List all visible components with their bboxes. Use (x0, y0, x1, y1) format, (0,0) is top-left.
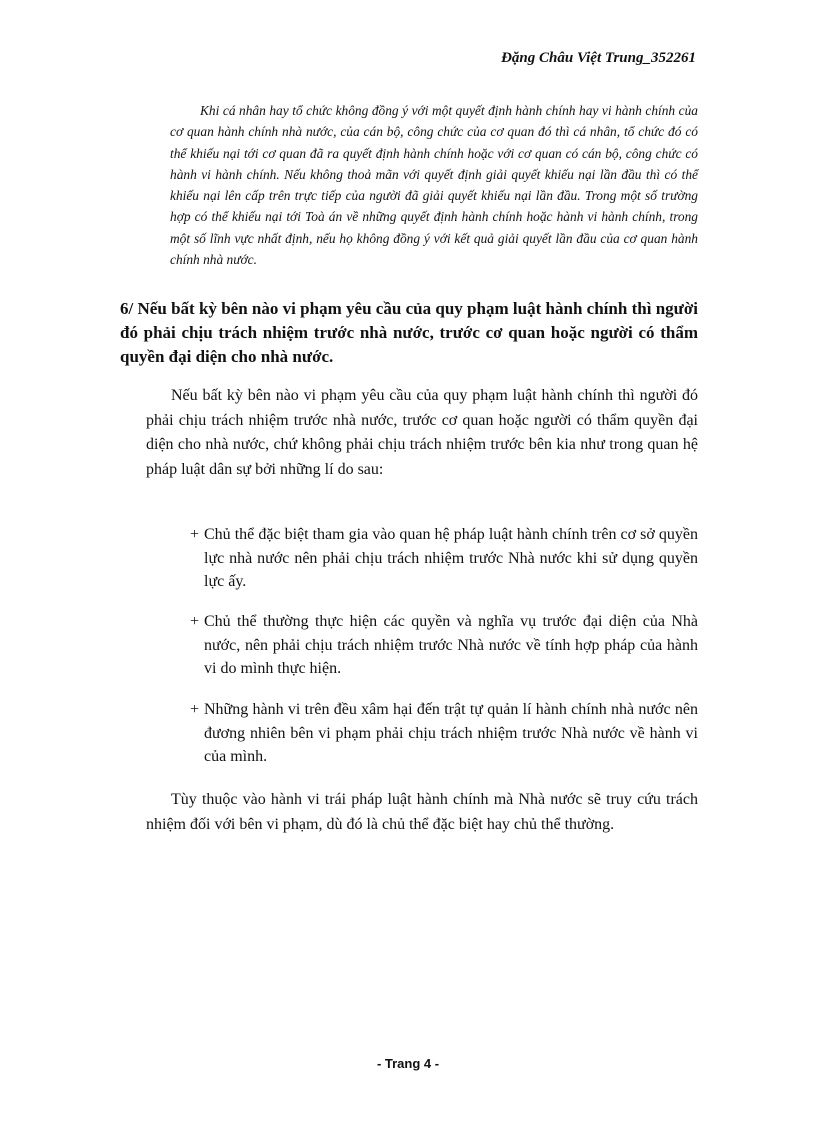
bullet-item-1 (190, 523, 698, 594)
bullet-text-3: Những hành vi trên đều xâm hại đến trật tự quản lí hành chính nhà nước nên đương nhiên bên vi phạm phải chịu trách nhiệm trước Nhà nước về hành vi của mình. (204, 701, 698, 765)
intro-paragraph: Khi cá nhân hay tổ chức không đồng ý với một quyết định hành chính hay vi hành chính của cơ quan hành chính nhà nước, của cán bộ, công chức của cơ quan đó thì cá nhân, tổ chức đó có thể khiếu nại tới cơ quan đã ra quyết định hành chính hoặc với cơ quan có cán bộ, công chức có hành vi hành chính. Nếu không thoả mãn với quyết định giải quyết khiếu nại lần đầu thì có thể khiếu nại lên cấp trên trực tiếp của người đã giải quyết khiếu nại lần đầu. Trong một số trường hợp có thể khiếu nại tới Toà án về những quyết định hành chính hoặc hành vi hành chính, trong một số lĩnh vực nhất định, nếu họ không đồng ý với kết quả giải quyết lần đầu của cơ quan hành chính nhà nước. (170, 103, 698, 268)
bullet-marker: + (190, 613, 200, 630)
section-paragraph-1: Nếu bất kỳ bên nào vi phạm yêu cầu của quy phạm luật hành chính thì người đó phải chịu trách nhiệm trước nhà nước, trước cơ quan hoặc người có thẩm quyền đại diện cho nhà nước, chứ không phải chịu trách nhiệm trước bên kia như trong quan hệ pháp luật dân sự bởi những lí do sau: (146, 387, 698, 478)
section-heading: 6/ Nếu bất kỳ bên nào vi phạm yêu cầu của quy phạm luật hành chính thì người đó phải chịu trách nhiệm trước nhà nước, trước cơ quan hoặc người có thẩm quyền đại diện cho nhà nước. (120, 299, 698, 366)
section-paragraph-2: Tùy thuộc vào hành vi trái pháp luật hành chính mà Nhà nước sẽ truy cứu trách nhiệm đối với bên vi phạm, dù đó là chủ thể đặc biệt hay chủ thể thường. (146, 791, 698, 833)
bullet-marker: + (190, 526, 200, 543)
bullet-text-1: Chủ thể đặc biệt tham gia vào quan hệ pháp luật hành chính trên cơ sở quyền lực nhà nước nên phải chịu trách nhiệm trước Nhà nước khi sử dụng quyền lực ấy. (204, 526, 698, 590)
bullet-marker: + (190, 701, 200, 718)
bullet-text-2: Chủ thể thường thực hiện các quyền và nghĩa vụ trước đại diện của Nhà nước, nên phải chịu trách nhiệm trước Nhà nước về tính hợp pháp của hành vi do mình thực hiện. (204, 613, 698, 677)
bullet-item-2 (190, 610, 698, 681)
page-number-footer: - Trang 4 - (376, 1056, 440, 1071)
bullet-item-3 (190, 698, 698, 769)
document-author-header: Đặng Châu Việt Trung_352261 (501, 50, 696, 66)
